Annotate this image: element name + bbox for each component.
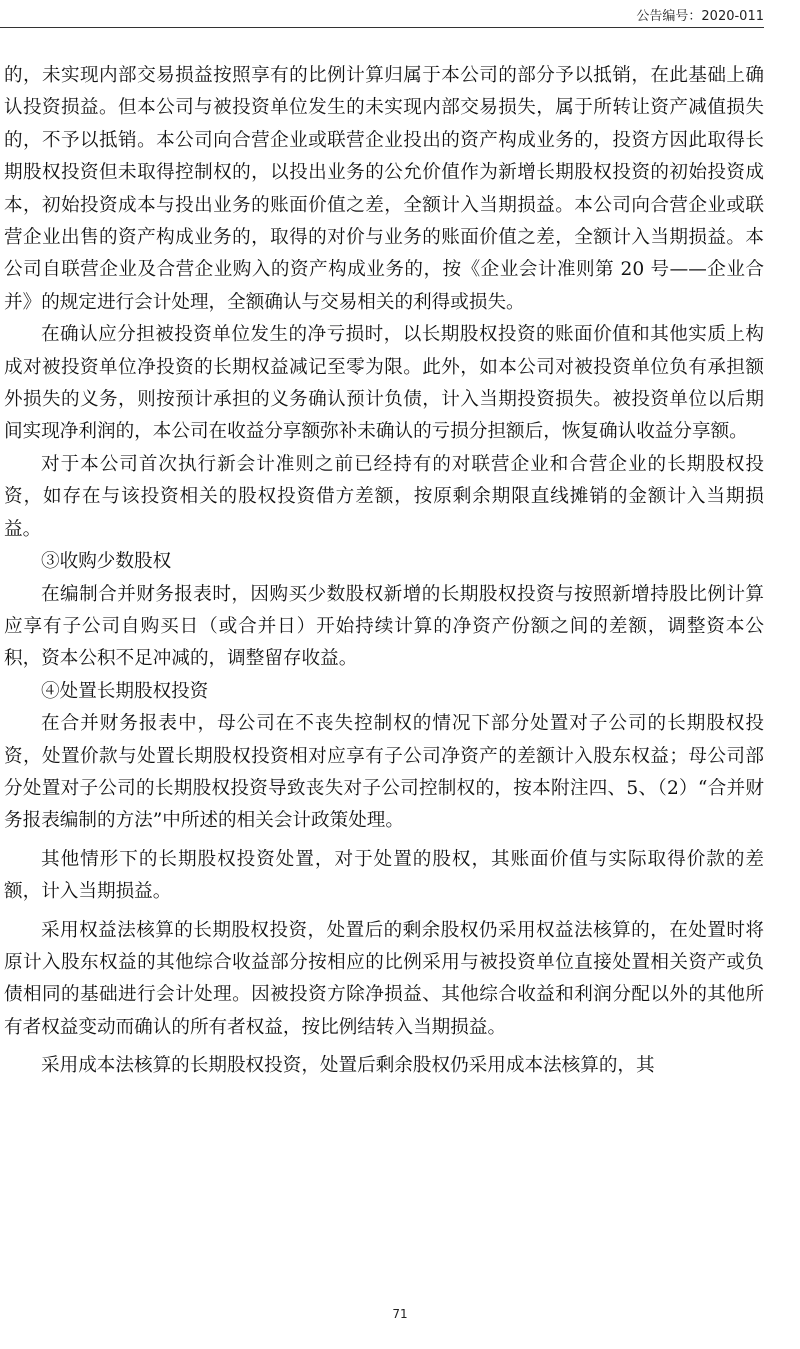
- paragraph-consolidated-disposal: 在合并财务报表中，母公司在不丧失控制权的情况下部分处置对子公司的长期股权投资，处置价款与处置长期股权投资相对应享有子公司净资产的差额计入股东权益；母公司部分处置对子公司的长期股权投资导致丧失对子公司控制权的，按本附注四、5、（2）“合并财务报表编制的方法”中所述的相关会计政策处理。: [4, 713, 764, 832]
- paragraph-equity-method: 采用权益法核算的长期股权投资，处置后的剩余股权仍采用权益法核算的，在处置时将原计入股东权益的其他综合收益部分按相应的比例采用与被投资单位直接处置相关资产或负债相同的基础进行会计处理。因被投资方除净损益、其他综合收益和利润分配以外的其他所有者权益变动而确认的所有者权益，按比例结转入当期损益。: [4, 919, 764, 1038]
- paragraph-cost-method: 采用成本法核算的长期股权投资，处置后剩余股权仍采用成本法核算的，其: [41, 1055, 655, 1077]
- paragraph-continuation: 的，未实现内部交易损益按照享有的比例计算归属于本公司的部分予以抵销，在此基础上确认投资损益。但本公司与被投资单位发生的未实现内部交易损失，属于所转让资产减值损失的，不予以抵销。本公司向合营企业或联营企业投出的资产构成业务的，投资方因此取得长期股权投资但未取得控制权的，以投出业务的公允价值作为新增长期股权投资的初始投资成本，初始投资成本与投出业务的账面价值之差，全额计入当期损益。本公司向合营企业或联营企业出售的资产构成业务的，取得的对价与业务的账面价值之差，全额计入当期损益。本公司自联营企业及合营企业购入的资产构成业务的，按《企业会计准则第 20 号——企业合并》的规定进行会计处理，全额确认与交易相关的利得或损失。: [4, 65, 764, 313]
- paragraph-minority-acquisition: 在编制合并财务报表时，因购买少数股权新增的长期股权投资与按照新增持股比例计算应享有子公司自购买日（或合并日）开始持续计算的净资产份额之间的差额，调整资本公积，资本公积不足冲减的，调整留存收益。: [4, 583, 764, 670]
- announcement-number: 公告编号：2020-011: [636, 9, 764, 24]
- page-header: [0, 0, 800, 28]
- paragraph-other-disposal: 其他情形下的长期股权投资处置，对于处置的股权，其账面价值与实际取得价款的差额，计入当期损益。: [4, 848, 764, 903]
- page-number: 71: [392, 1307, 408, 1321]
- heading-disposal: ④处置长期股权投资: [41, 680, 209, 702]
- heading-minority-acquisition: ③收购少数股权: [41, 551, 172, 573]
- document-body: [4, 60, 764, 1083]
- paragraph-net-loss: 在确认应分担被投资单位发生的净亏损时，以长期股权投资的账面价值和其他实质上构成对被投资单位净投资的长期权益减记至零为限。此外，如本公司对被投资单位负有承担额外损失的义务，则按预计承担的义务确认预计负债，计入当期投资损失。被投资单位以后期间实现净利润的，本公司在收益分享额弥补未确认的亏损分担额后，恢复确认收益分享额。: [4, 324, 764, 443]
- paragraph-first-adoption: 对于本公司首次执行新会计准则之前已经持有的对联营企业和合营企业的长期股权投资，如存在与该投资相关的股权投资借方差额，按原剩余期限直线摊销的金额计入当期损益。: [4, 453, 764, 540]
- header-divider: [0, 27, 764, 28]
